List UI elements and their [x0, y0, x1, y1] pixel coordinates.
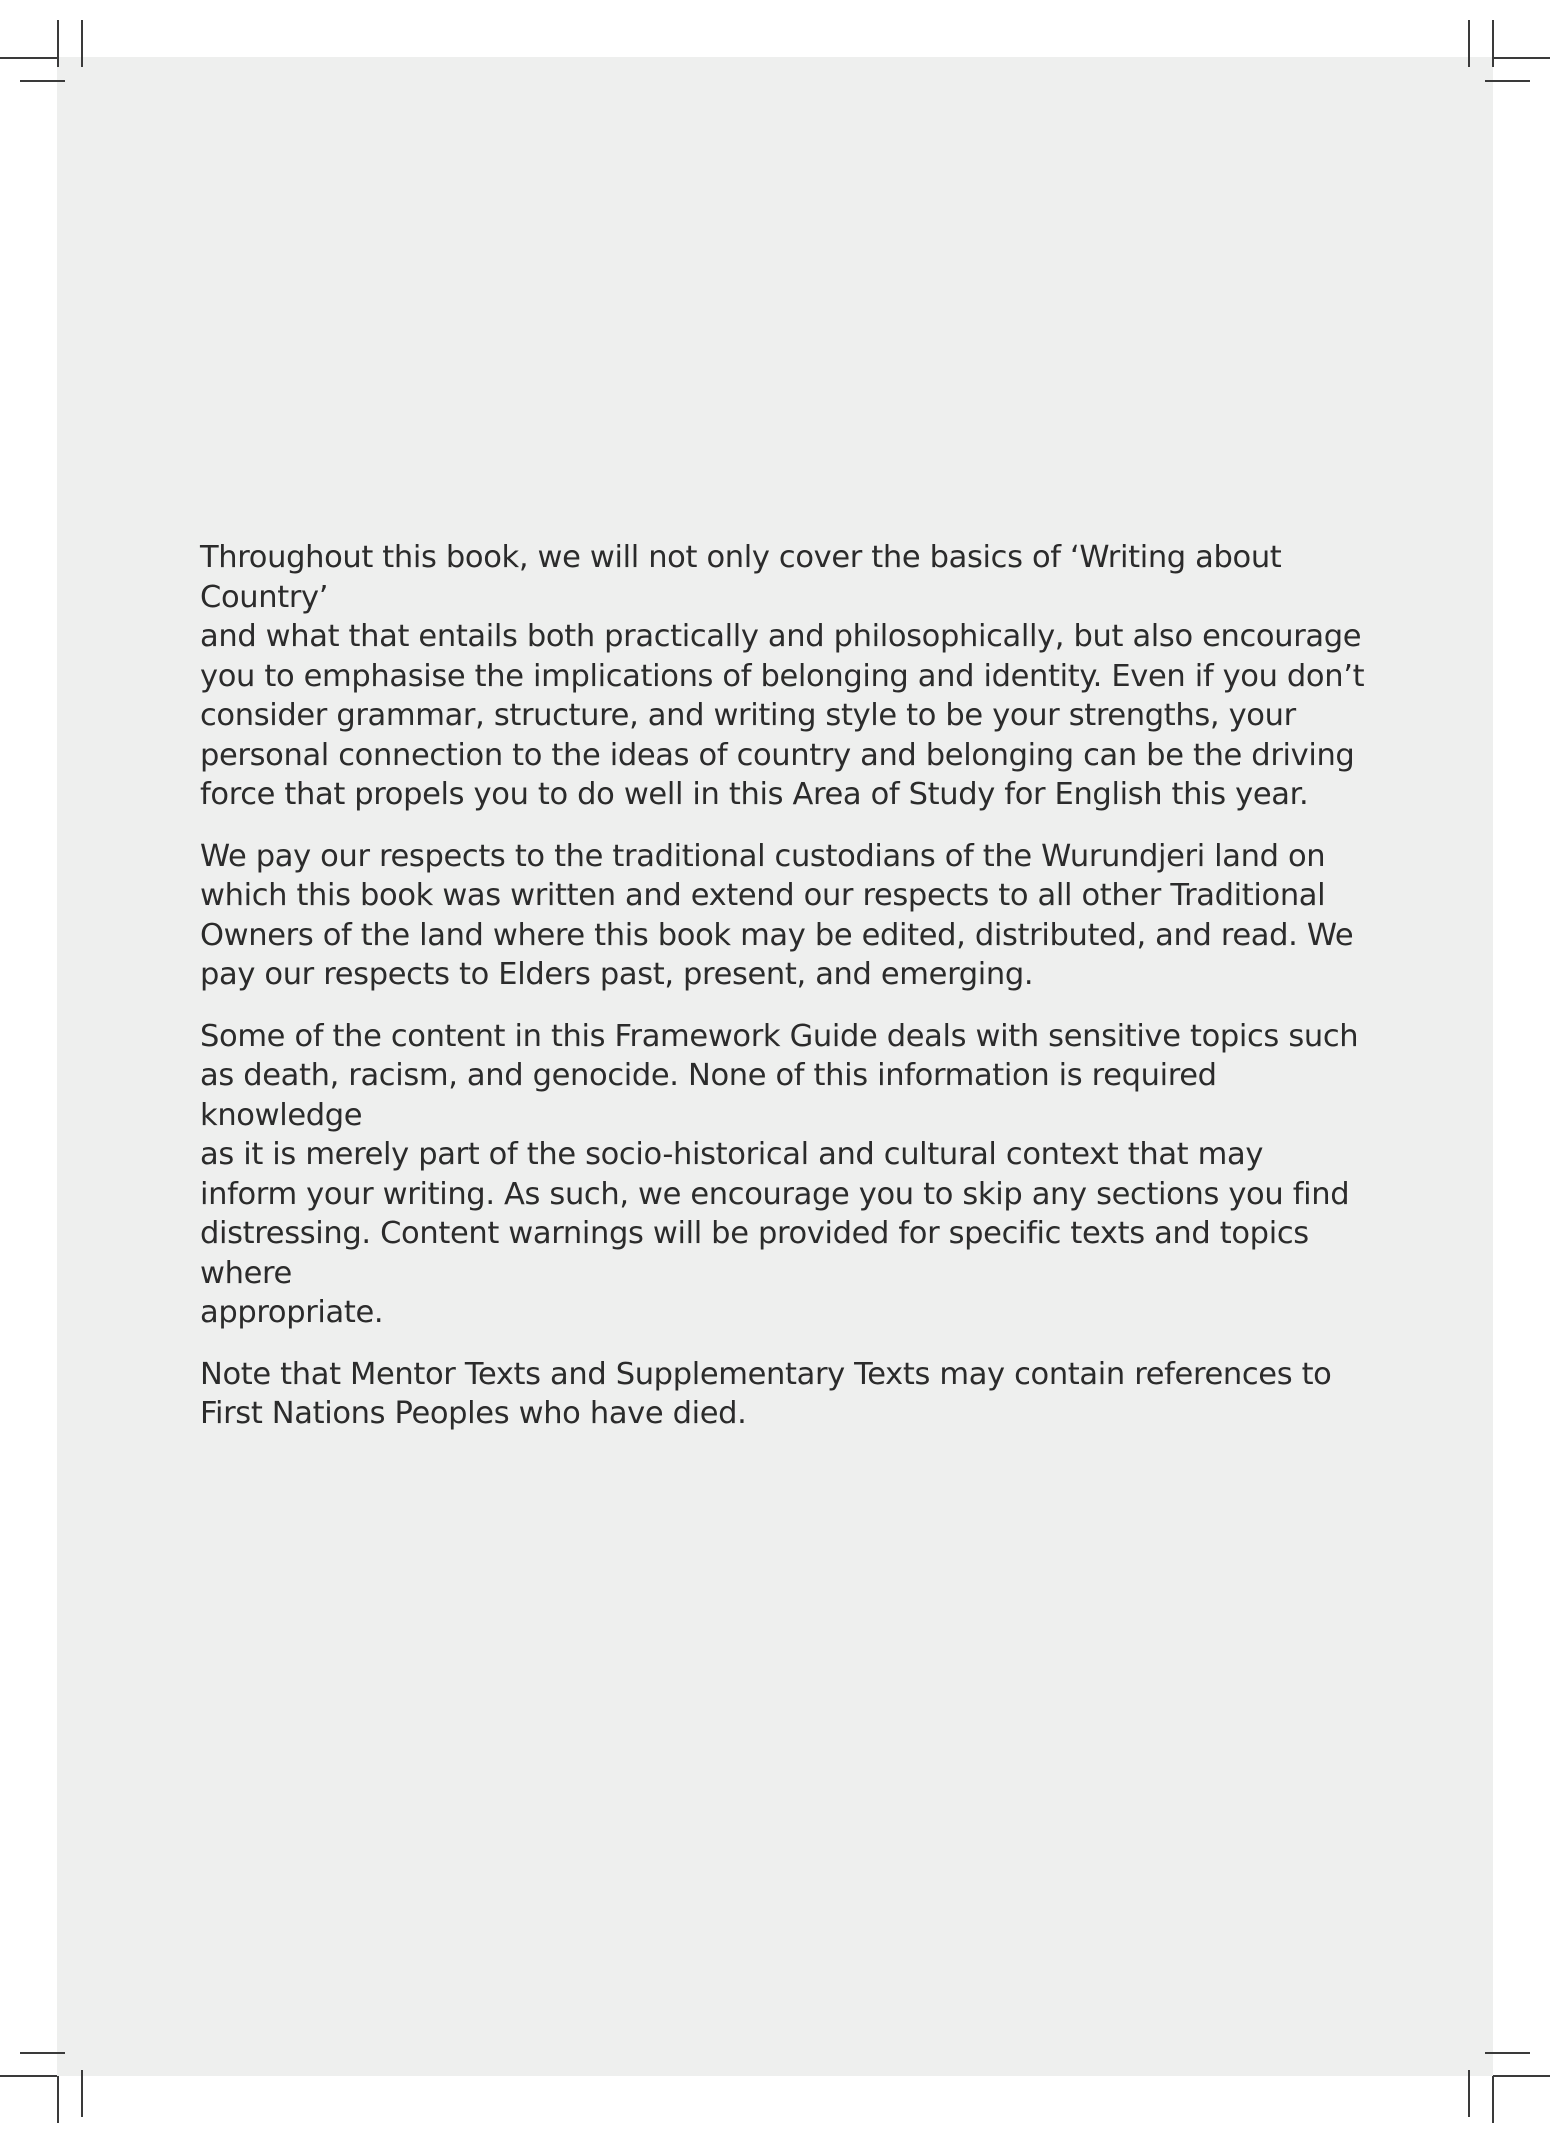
paragraph-content-warning: Some of the content in this Framework Guide deals with sensitive topics such as death, racism, and genocide. None of this information is required knowledge as it is merely part of the socio-historical and cultural context that may inform your writing. As such, we encourage you to skip any sections you find distressing. Content warnings will be provided for specific texts and topics where appropriate. [200, 1018, 1359, 1330]
crop-mark-bottom-right-horizontal [1485, 2052, 1530, 2054]
paragraph-deceased-notice: Note that Mentor Texts and Supplementary Texts may contain references to First Nations Peoples who have died. [200, 1356, 1332, 1431]
crop-mark-bottom-right-horizontal-outer [1493, 2075, 1550, 2077]
crop-mark-top-left-vertical-inner [81, 20, 83, 67]
crop-mark-top-left-horizontal [0, 57, 57, 59]
paragraph-acknowledgement-of-country: We pay our respects to the traditional custodians of the Wurundjeri land on which this book was written and extend our respects to all other Traditional Owners of the land where this book may be edited, distributed, and read. We pay our respects to Elders past, present, and emerging. [200, 838, 1354, 992]
crop-mark-bottom-right-vertical-inner [1468, 2070, 1470, 2117]
crop-mark-bottom-left-vertical-outer [57, 2076, 59, 2123]
crop-mark-bottom-right-vertical-outer [1492, 2076, 1494, 2123]
body-text [200, 538, 1370, 1456]
paragraph-intro: Throughout this book, we will not only cover the basics of ‘Writing about Country’ and what that entails both practically and philosophically, but also encourage you to emphasise the implications of belonging and identity. Even if you don’t consider grammar, structure, and writing style to be your strengths, your personal connection to the ideas of country and belonging can be the driving force that propels you to do well in this Area of Study for English this year. [200, 540, 1365, 812]
crop-mark-top-right-horizontal-inner [1485, 80, 1530, 82]
crop-mark-bottom-left-vertical-inner [81, 2070, 83, 2117]
crop-mark-top-right-vertical-outer [1492, 20, 1494, 67]
crop-mark-bottom-left-horizontal-outer [0, 2075, 57, 2077]
crop-mark-top-left-horizontal-inner [20, 80, 65, 82]
crop-mark-bottom-left-horizontal [20, 2052, 65, 2054]
crop-mark-top-right-vertical-inner [1468, 20, 1470, 67]
crop-mark-top-left-vertical-outer [57, 20, 59, 67]
crop-mark-top-right-horizontal [1493, 57, 1550, 59]
